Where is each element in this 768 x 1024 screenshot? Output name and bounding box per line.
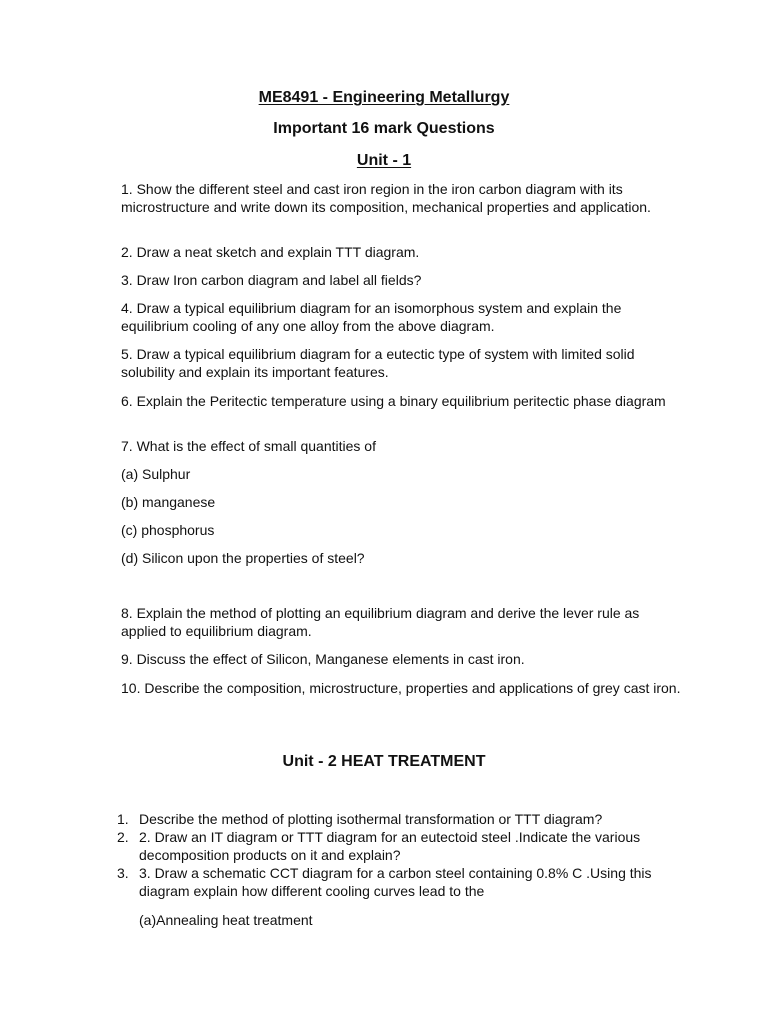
unit-1-heading: Unit - 1 [356, 152, 412, 169]
list-item-text: 2. Draw an IT diagram or TTT diagram for an eutectoid steel .Indicate the various decomposition products on it and explain? [139, 829, 641, 863]
list-item [117, 864, 677, 900]
list-item-number: 2. [117, 829, 129, 845]
question-4: 4. Draw a typical equilibrium diagram for an isomorphous system and explain the equilibrium cooling of any one alloy from the above diagram. [121, 300, 622, 334]
list-item-number: 3. [117, 865, 129, 881]
list-item-text: 3. Draw a schematic CCT diagram for a carbon steel containing 0.8% C .Using this diagram explain how different cooling curves lead to the [139, 865, 652, 899]
question-7-option-a: (a) Sulphur [121, 466, 191, 482]
page-subtitle: Important 16 mark Questions [273, 120, 495, 137]
question-2: 2. Draw a neat sketch and explain TTT diagram. [121, 244, 420, 260]
unit-2-heading: Unit - 2 HEAT TREATMENT [282, 753, 486, 770]
question-9: 9. Discuss the effect of Silicon, Manganese elements in cast iron. [121, 651, 525, 667]
question-8: 8. Explain the method of plotting an equilibrium diagram and derive the lever rule as applied to equilibrium diagram. [121, 605, 640, 639]
sub-item-a: (a)Annealing heat treatment [139, 912, 313, 928]
list-item [117, 810, 677, 828]
question-6: 6. Explain the Peritectic temperature using a binary equilibrium peritectic phase diagram [121, 393, 666, 409]
list-item [117, 828, 677, 864]
question-7-option-d: (d) Silicon upon the properties of steel? [121, 550, 365, 566]
question-5: 5. Draw a typical equilibrium diagram for a eutectic type of system with limited solid solubility and explain its important features. [121, 346, 635, 380]
question-7-option-b: (b) manganese [121, 494, 216, 510]
question-7-option-c: (c) phosphorus [121, 522, 215, 538]
question-1: 1. Show the different steel and cast iron region in the iron carbon diagram with its microstructure and write down its composition, mechanical properties and application. [121, 181, 651, 215]
question-3: 3. Draw Iron carbon diagram and label all fields? [121, 272, 422, 288]
list-item-text: Describe the method of plotting isothermal transformation or TTT diagram? [139, 811, 603, 827]
list-item-number: 1. [117, 811, 129, 827]
question-10: 10. Describe the composition, microstructure, properties and applications of grey cast iron. [121, 680, 681, 696]
question-7: 7. What is the effect of small quantities of [121, 438, 376, 454]
unit-2-question-list [117, 810, 677, 900]
course-title: ME8491 - Engineering Metallurgy [258, 89, 510, 106]
